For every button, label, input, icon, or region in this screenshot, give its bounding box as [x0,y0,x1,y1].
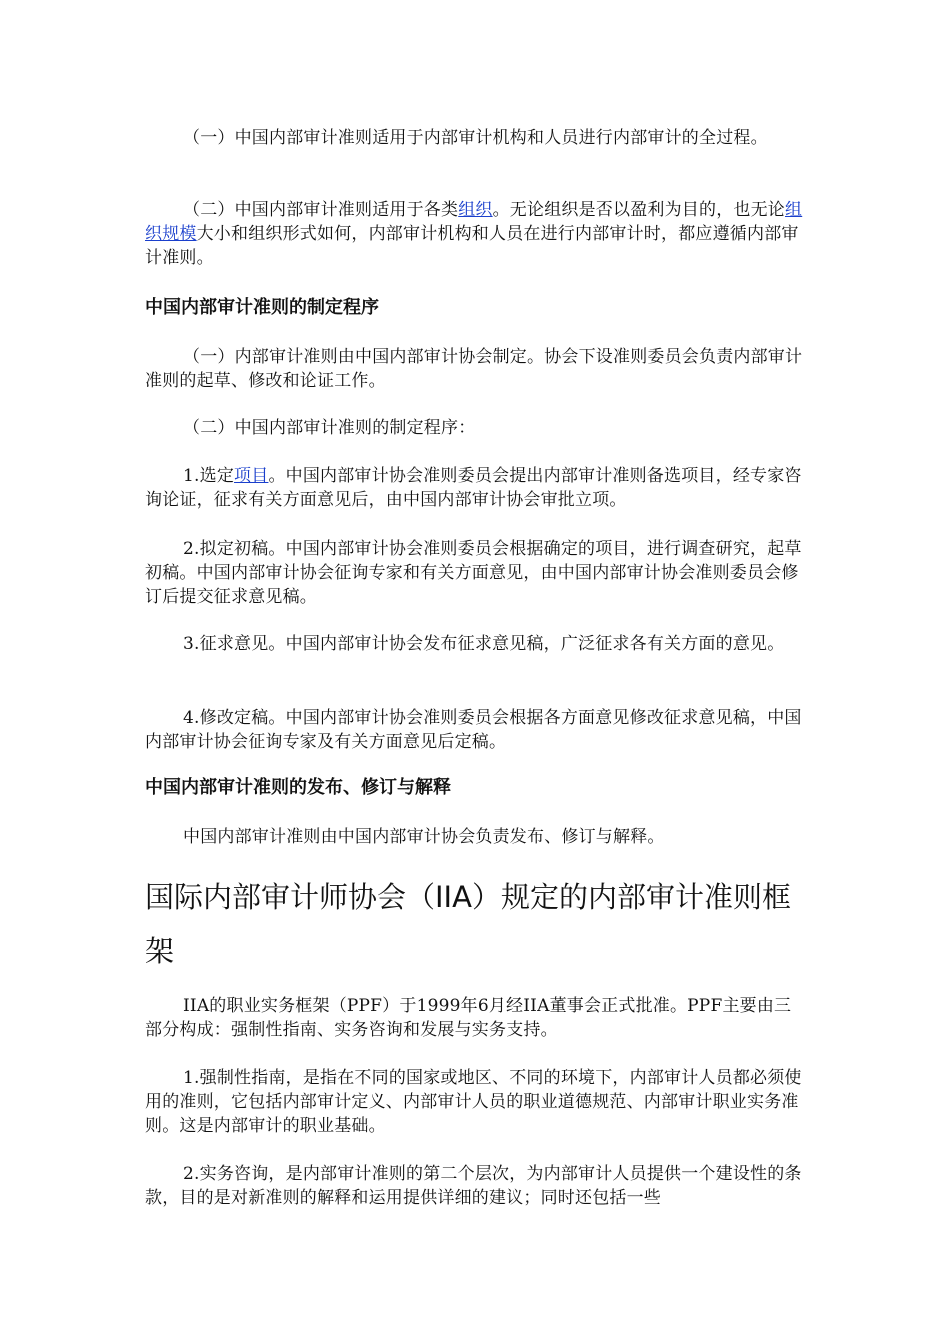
paragraph-scope-organizations [145,198,805,270]
paragraph-formulated-by-association: （一）内部审计准则由中国内部审计协会制定。协会下设准则委员会负责内部审计准则的起草、修改和论证工作。 [145,347,803,391]
paragraph-text: 大小和组织形式如何，内部审计机构和人员在进行内部审计时，都应遵循内部审计准则。 [145,224,799,268]
heading-iia-framework: 国际内部审计师协会（IIA）规定的内部审计准则框架 [145,880,791,968]
paragraph-mandatory-guidance: 1.强制性指南，是指在不同的国家或地区、不同的环境下，内部审计人员都必须使用的准则，它包括内部审计定义、内部审计人员的职业道德规范、内部审计职业实务准则。这是内部审计的职业基础。 [145,1068,802,1136]
paragraph-text: 。中国内部审计协会准则委员会提出内部审计准则备选项目，经专家咨询论证，征求有关方面意见后，由中国内部审计协会审批立项。 [145,466,802,510]
paragraph-text: 1.选定 [183,466,235,486]
paragraph-text: 。无论组织是否以盈利为目的，也无论 [492,200,786,220]
paragraph-procedure-intro: （二）中国内部审计准则的制定程序： [183,418,476,438]
paragraph-step-solicit-opinions: 3.征求意见。中国内部审计协会发布征求意见稿，广泛征求各有关方面的意见。 [183,634,785,654]
heading-formulation-procedure: 中国内部审计准则的制定程序 [145,297,379,318]
paragraph-step-draft: 2.拟定初稿。中国内部审计协会准则委员会根据确定的项目，进行调查研究，起草初稿。中国内部审计协会征询专家和有关方面意见，由中国内部审计协会准则委员会修订后提交征求意见稿。 [145,539,802,607]
paragraph-step-select-project [145,464,805,512]
paragraph-practice-advisories: 2.实务咨询，是内部审计准则的第二个层次，为内部审计人员提供一个建设性的条款，目的是对新准则的解释和运用提供详细的建议；同时还包括一些 [145,1164,802,1208]
paragraph-step-finalize: 4.修改定稿。中国内部审计协会准则委员会根据各方面意见修改征求意见稿，中国内部审计协会征询专家及有关方面意见后定稿。 [145,708,802,752]
link-organization[interactable]: 组织 [458,200,493,220]
link-project[interactable]: 项目 [234,466,269,486]
paragraph-release-responsibility: 中国内部审计准则由中国内部审计协会负责发布、修订与解释。 [183,827,665,847]
heading-release-revision: 中国内部审计准则的发布、修订与解释 [145,777,451,798]
paragraph-ppf-intro: IIA的职业实务框架（PPF）于1999年6月经IIA董事会正式批准。PPF主要由三部分构成：强制性指南、实务咨询和发展与实务支持。 [145,996,792,1040]
paragraph-scope-process: （一）中国内部审计准则适用于内部审计机构和人员进行内部审计的全过程。 [183,128,768,148]
link-organization-scale[interactable]: 组织规模 [145,200,803,244]
paragraph-text: （二）中国内部审计准则适用于各类 [183,200,459,220]
